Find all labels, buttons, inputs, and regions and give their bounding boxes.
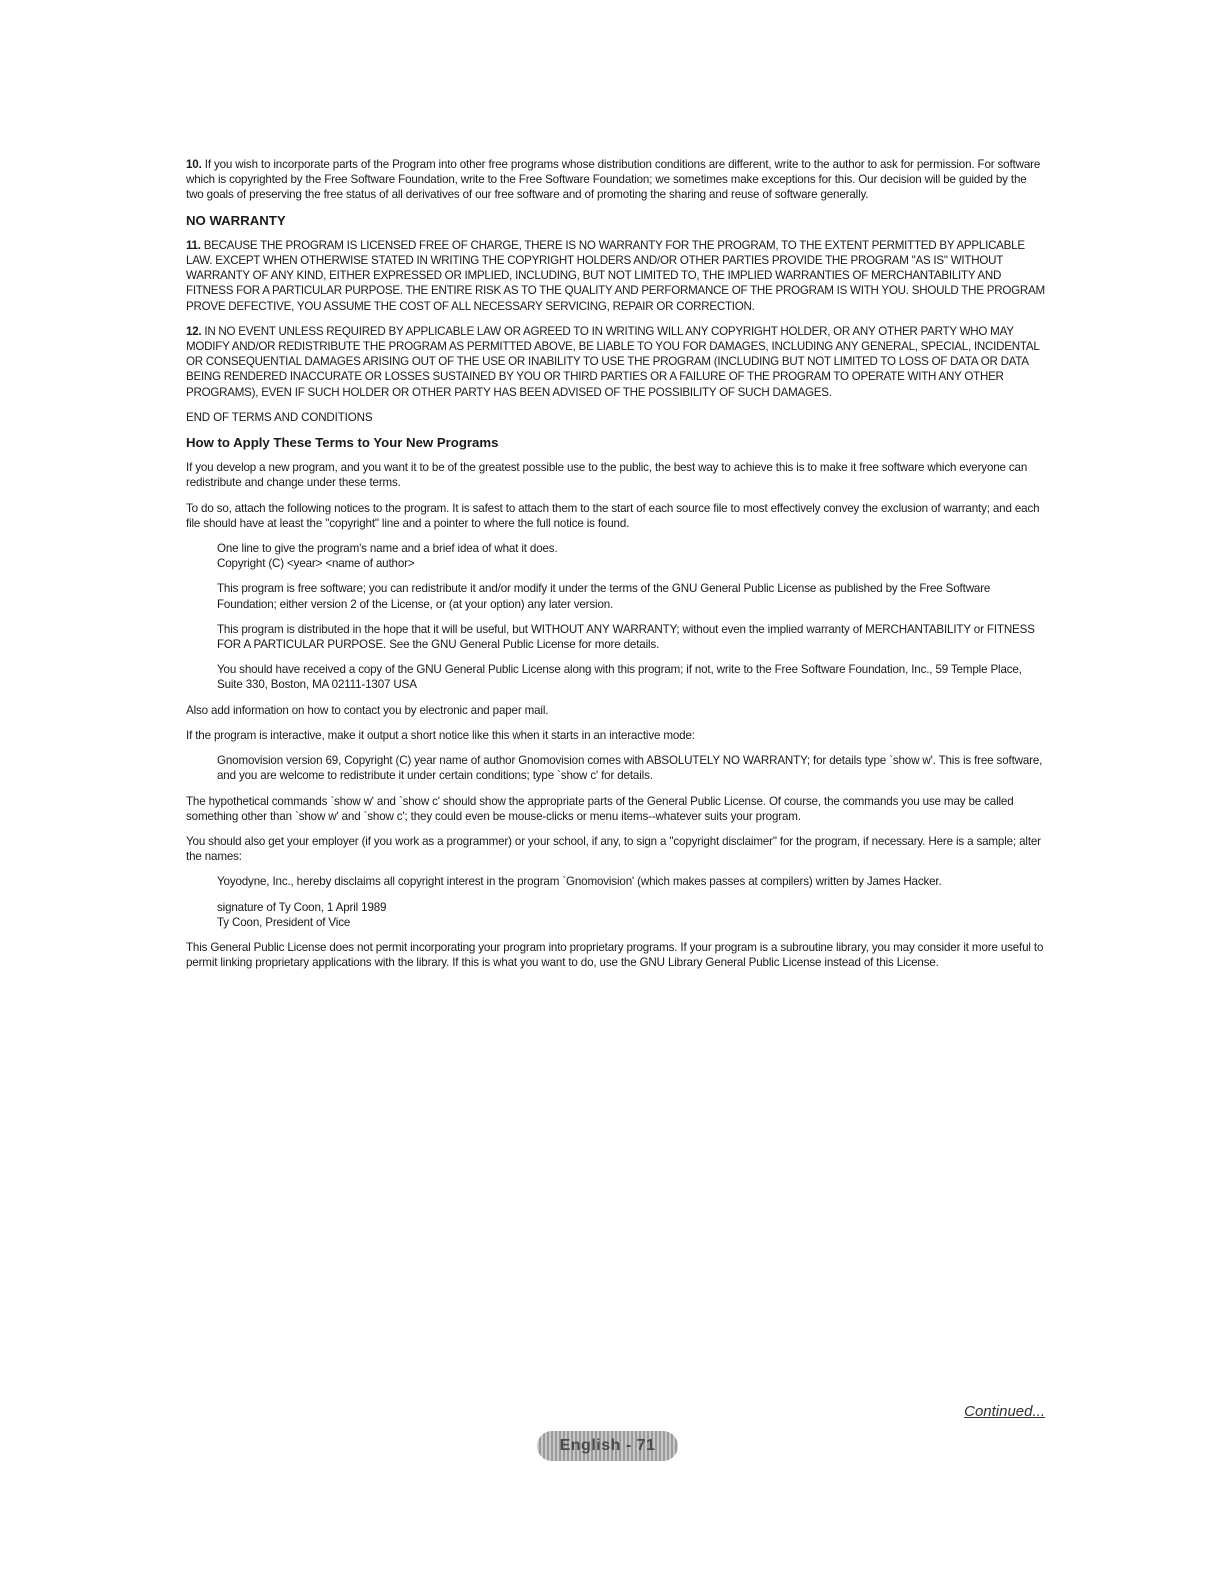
paragraph-10 bbox=[186, 157, 1046, 203]
no-warranty-heading: NO WARRANTY bbox=[186, 212, 286, 228]
page-number-badge bbox=[537, 1431, 678, 1461]
hypothetical-paragraph: The hypothetical commands `show w' and `show c' should show the appropriate parts of the General Public License. Of course, the commands you use may be called something other than `show w' and `show c'; they could even be mouse-clicks or menu items--whatever suits your program. bbox=[186, 794, 1014, 823]
yoyodyne-disclaimer: Yoyodyne, Inc., hereby disclaims all copyright interest in the program `Gnomovision' (which makes passes at compilers) written by James Hacker. bbox=[217, 875, 942, 889]
paragraph-text: If you wish to incorporate parts of the Program into other free programs whose distribution conditions are different, write to the author to ask for permission. For software which is copyrighted by the Free Software Foundation, write to the Free Software Foundation; we sometimes make exceptions for this. Our decision will be guided by the two goals of preserving the free status of all derivatives of our free software and of promoting the sharing and reuse of software generally. bbox=[186, 158, 1041, 202]
also-add-paragraph: Also add information on how to contact you by electronic and paper mail. bbox=[186, 703, 549, 717]
how-to-apply-heading: How to Apply These Terms to Your New Programs bbox=[186, 435, 499, 451]
apply-paragraph-1: If you develop a new program, and you want it to be of the greatest possible use to the public, the best way to achieve this is to make it free software which everyone can redistribute and change under these terms. bbox=[186, 461, 1028, 490]
final-paragraph: This General Public License does not permit incorporating your program into proprietary programs. If your program is a subroutine library, you may consider it more useful to permit linking proprietary applications with the library. If this is what you want to do, use the GNU Library General Public License instead of this License. bbox=[186, 940, 1044, 970]
section-number: 12. bbox=[186, 324, 202, 338]
signature-line-1: signature of Ty Coon, 1 April 1989 bbox=[217, 900, 387, 914]
employer-paragraph: You should also get your employer (if you work as a programmer) or your school, if any, to sign a "copyright disclaimer" for the program, if necessary. Here is a sample; alter the names: bbox=[186, 834, 1041, 864]
section-number: 11. bbox=[186, 238, 201, 252]
apply-paragraph-2: To do so, attach the following notices to the program. It is safest to attach them to the start of each source file to most effectively convey the exclusion of warranty; and each file should have at least the "copyright" line and a pointer to where the full notice is found. bbox=[186, 501, 1040, 530]
page-number-label: English - 71 bbox=[559, 1437, 656, 1454]
notice-paragraph-3: This program is distributed in the hope that it will be useful, but WITHOUT ANY WARRANTY; without even the implied warranty of MERCHANTABILITY or FITNESS FOR A PARTICULAR PURPOSE. See the GNU General Public License for more details. bbox=[217, 622, 1035, 652]
end-of-terms: END OF TERMS AND CONDITIONS bbox=[186, 410, 373, 424]
signature-line-2: Ty Coon, President of Vice bbox=[217, 915, 351, 929]
interactive-intro: If the program is interactive, make it output a short notice like this when it starts in an interactive mode: bbox=[186, 728, 695, 742]
gnomovision-notice: Gnomovision version 69, Copyright (C) year name of author Gnomovision comes with ABSOLUTELY NO WARRANTY; for details type `show w'. This is free software, and you are welcome to redistribute it under certain conditions; type `show c' for details. bbox=[217, 754, 1043, 783]
paragraph-12 bbox=[186, 324, 1046, 400]
notice-line-1: One line to give the program's name and a brief idea of what it does. bbox=[217, 542, 558, 556]
paragraph-11 bbox=[186, 238, 1046, 314]
notice-line-2: Copyright (C) <year> <name of author> bbox=[217, 557, 415, 571]
paragraph-text: IN NO EVENT UNLESS REQUIRED BY APPLICABLE LAW OR AGREED TO IN WRITING WILL ANY COPYRIGHT HOLDER, OR ANY OTHER PARTY WHO MAY MODIFY AND/OR REDISTRIBUTE THE PROGRAM AS PERMITTED ABOVE, BE LIABLE TO YOU FOR DAMAGES, INCLUDING ANY GENERAL, SPECIAL, INCIDENTAL OR CONSEQUENTIAL DAMAGES ARISING OUT OF THE USE OR INABILITY TO USE THE PROGRAM (INCLUDING BUT NOT LIMITED TO LOSS OF DATA OR DATA BEING RENDERED INACCURATE OR LOSSES SUSTAINED BY YOU OR THIRD PARTIES OR A FAILURE OF THE PROGRAM TO OPERATE WITH ANY OTHER PROGRAMS), EVEN IF SUCH HOLDER OR OTHER PARTY HAS BEEN ADVISED OF THE POSSIBILITY OF SUCH DAMAGES. bbox=[186, 324, 1040, 399]
continued-label: Continued... bbox=[964, 1403, 1045, 1420]
paragraph-text: BECAUSE THE PROGRAM IS LICENSED FREE OF CHARGE, THERE IS NO WARRANTY FOR THE PROGRAM, TO THE EXTENT PERMITTED BY APPLICABLE LAW. EXCEPT WHEN OTHERWISE STATED IN WRITING THE COPYRIGHT HOLDERS AND/OR OTHER PARTIES PROVIDE THE PROGRAM "AS IS" WITHOUT WARRANTY OF ANY KIND, EITHER EXPRESSED OR IMPLIED, INCLUDING, BUT NOT LIMITED TO, THE IMPLIED WARRANTIES OF MERCHANTABILITY AND FITNESS FOR A PARTICULAR PURPOSE. THE ENTIRE RISK AS TO THE QUALITY AND PERFORMANCE OF THE PROGRAM IS WITH YOU. SHOULD THE PROGRAM PROVE DEFECTIVE, YOU ASSUME THE COST OF ALL NECESSARY SERVICING, REPAIR OR CORRECTION. bbox=[186, 238, 1045, 313]
section-number: 10. bbox=[186, 158, 202, 171]
notice-paragraph-2: This program is free software; you can redistribute it and/or modify it under the terms of the GNU General Public License as published by the Free Software Foundation; either version 2 of the License, or (at your option) any later version. bbox=[217, 582, 991, 611]
notice-paragraph-4: You should have received a copy of the GNU General Public License along with this program; if not, write to the Free Software Foundation, Inc., 59 Temple Place, Suite 330, Boston, MA 02111-1307 USA bbox=[217, 663, 1022, 692]
document-body bbox=[186, 157, 1046, 980]
